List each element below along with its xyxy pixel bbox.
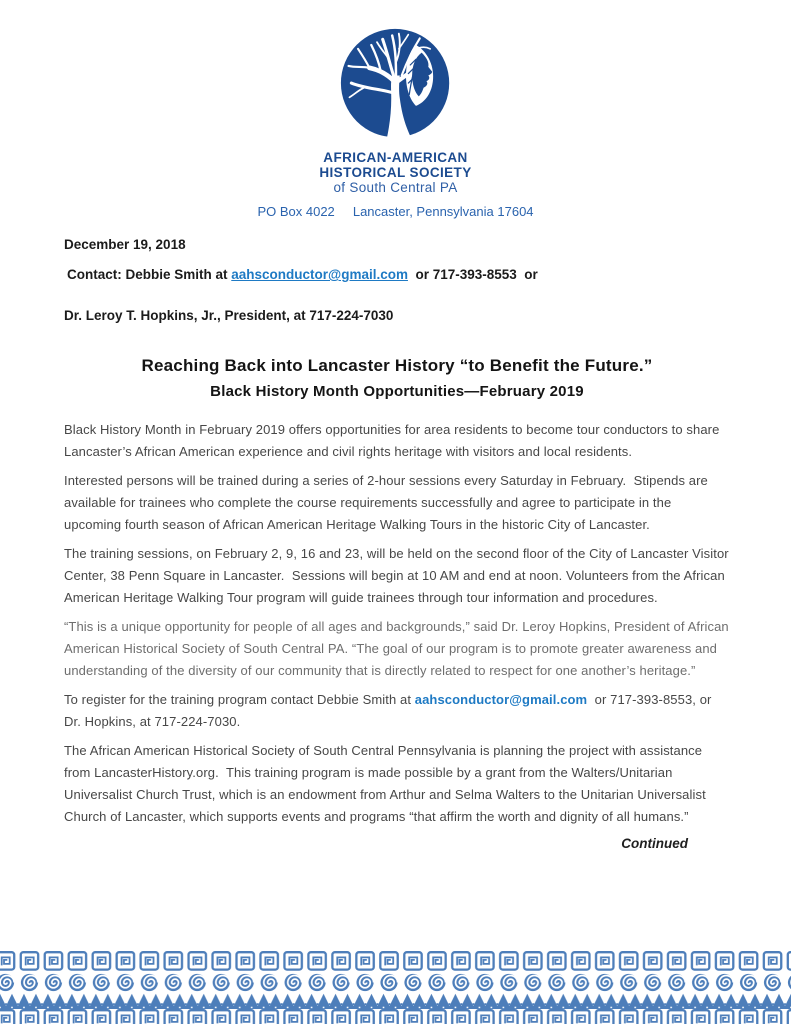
org-name-line3: of South Central PA	[333, 180, 458, 195]
register-before: To register for the training program contact Debbie Smith at	[64, 692, 415, 707]
paragraph-6: The African American Historical Society of South Central Pennsylvania is planning the project with assistance from LancasterHistory.org. This training program is made possible by a grant from the Walters/Unitarian Universalist Church Trust, which is an endowment from Arthur and Selma Walters to the Unitarian Universalist Church of Lancaster, which supports events and programs “that affirm the worth and dignity of all humans.”	[64, 743, 710, 824]
org-name-line2: HISTORICAL SOCIETY	[319, 165, 472, 180]
letter-content	[64, 237, 733, 851]
contact-after: or 717-393-8553 or	[407, 267, 538, 282]
register-after: or 717-393-8553, or Dr. Hopkins, at 717-224-7030.	[64, 692, 716, 729]
continued-label: Continued	[621, 836, 688, 851]
date-line: December 19, 2018	[64, 237, 186, 252]
paragraph-4-quote: “This is a unique opportunity for people of all ages and backgrounds,” said Dr. Leroy Hopkins, President of African American Historical Society of South Central PA. “The goal of our program is to promote greater awareness and understanding of the diversity of our community that is directly related to respect for one another’s heritage.”	[64, 619, 732, 678]
masthead	[0, 0, 791, 219]
contact-line2: Dr. Leroy T. Hopkins, Jr., President, at 717-224-7030	[64, 308, 394, 323]
paragraph-3: The training sessions, on February 2, 9, 16 and 23, will be held on the second floor of the City of Lancaster Visitor Center, 38 Penn Square in Lancaster. Sessions will begin at 10 AM and end at noon. Volunteers from the African American Heritage Walking Tour program will guide trainees through tour information and procedures.	[64, 546, 733, 605]
org-name	[0, 150, 791, 195]
paragraph-5-register	[64, 689, 730, 733]
decorative-border	[0, 947, 791, 1024]
contact-email-link[interactable]: aahsconductor@gmail.com	[231, 267, 408, 282]
society-tree-logo-icon	[0, 25, 791, 143]
headline-subtitle: Black History Month Opportunities—February 2019	[210, 383, 584, 400]
headline-title: Reaching Back into Lancaster History “to Benefit the Future.”	[141, 356, 653, 375]
org-address: PO Box 4022 Lancaster, Pennsylvania 17604	[257, 204, 534, 219]
contact-line	[67, 267, 730, 282]
org-name-line1: AFRICAN-AMERICAN	[323, 150, 468, 165]
paragraph-2: Interested persons will be trained during a series of 2-hour sessions every Saturday in February. Stipends are available for trainees who complete the course requirements successfully and agree to participate in the upcoming fourth season of African American Heritage Walking Tours in the historic City of Lancaster.	[64, 473, 712, 532]
contact-before: Contact: Debbie Smith at	[67, 267, 232, 282]
paragraph-1: Black History Month in February 2019 offers opportunities for area residents to become tour conductors to share Lancaster’s African American experience and civil rights heritage with visitors and local residents.	[64, 422, 724, 459]
border-pattern-icon	[0, 947, 791, 1024]
register-email-link[interactable]: aahsconductor@gmail.com	[414, 692, 588, 707]
